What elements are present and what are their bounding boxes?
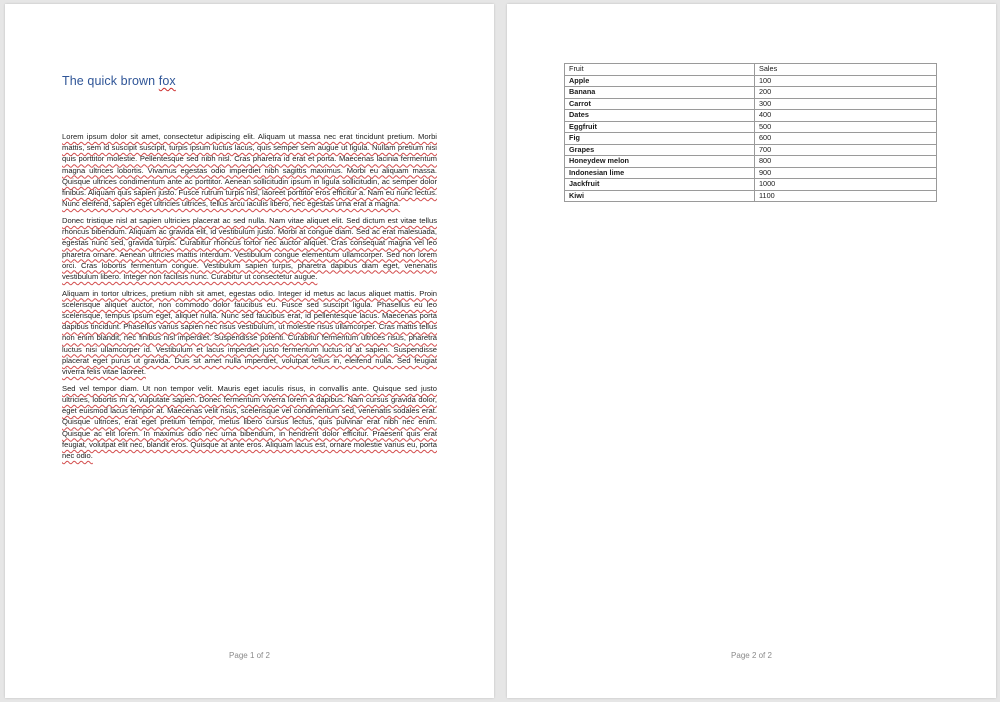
sales-cell[interactable]: 700 (755, 144, 937, 156)
sales-cell[interactable]: 500 (755, 121, 937, 133)
table-row (565, 110, 937, 122)
title-last-word: fox (158, 74, 176, 88)
page-footer-2: Page 2 of 2 (731, 651, 772, 660)
table-row (565, 144, 937, 156)
fruit-cell[interactable]: Indonesian lime (565, 167, 755, 179)
body-paragraph[interactable]: Sed vel tempor diam. Ut non tempor velit. Mauris eget iaculis risus, in convallis ante. Quisque sed justo ultricies, lobortis mi a, vulputate sapien. Donec fermentum viverra lorem a dapibus. Nam cursus gravida dolor, eget euismod lacus tempor at. Maecenas velit risus, scelerisque vel condimentum sed, venenatis sodales erat. Quisque ultrices, erat eget pretium tempor, metus libero cursus lectus, quis pulvinar erat nibh nec enim. Quisque ac elit lorem. In maximus odio nec urna bibendum, in hendrerit dolor efficitur. Praesent quis erat feugiat, volutpat elit nec, blandit eros. Quisque at ante eros. Aliquam lacus est, ornare molestie varius eu, porta nec odio. (62, 383, 437, 460)
document-page-2[interactable] (507, 4, 996, 698)
fruit-cell[interactable]: Honeydew melon (565, 156, 755, 168)
fruit-cell[interactable]: Apple (565, 75, 755, 87)
table-row (565, 167, 937, 179)
fruit-cell[interactable]: Carrot (565, 98, 755, 110)
sales-cell[interactable]: 300 (755, 98, 937, 110)
body-paragraph[interactable]: Donec tristique nisl at sapien ultricies placerat ac sed nulla. Nam vitae aliquet elit. Sed dictum est vitae tellus rhoncus bibendum. Aliquam ac gravida elit, id vestibulum justo. Morbi at congue diam. Sed ac erat malesuada, egestas nunc sed, gravida turpis. Curabitur rhoncus tortor nec auctor aliquet. Cras consequat magna vel leo pharetra ornare. Aenean ultricies mattis interdum. Vestibulum congue elementum ullamcorper. Sed non lorem orci. Cras lobortis fermentum congue. Vestibulum sapien turpis, pharetra dapibus diam eget, venenatis vestibulum libero. Integer non facilisis nunc. Curabitur ut consectetur augue. (62, 215, 437, 281)
page-footer-1: Page 1 of 2 (229, 651, 270, 660)
fruit-cell[interactable]: Jackfruit (565, 179, 755, 191)
sales-cell[interactable]: 1100 (755, 190, 937, 202)
body-paragraph[interactable]: Lorem ipsum dolor sit amet, consectetur adipiscing elit. Aliquam ut massa nec erat tincidunt pretium. Morbi mattis, sem id suscipit suscipit, turpis ipsum luctus lacus, quis semper sem augue ut ligula. Nullam pretium nisi quis porttitor molestie. Pellentesque sed nibh nisl. Cras pharetra id erat et porta. Maecenas lacinia fermentum magna ultrices lobortis. Vivamus egestas odio imperdiet nibh sagittis maximus. Morbi eu aliquam massa. Quisque ultrices condimentum ante ac porttitor. Aenean sollicitudin ipsum in ligula sollicitudin, ac semper dolor finibus. Aliquam quis sapien justo. Fusce rutrum turpis nisl, laoreet porttitor eros efficitur a. Nam eu nunc lectus. Nunc eleifend, sapien eget ultricies ultrices, tellus arcu iaculis libero, nec egestas urna erat a magna. (62, 132, 437, 209)
sales-cell[interactable]: 200 (755, 87, 937, 99)
sales-cell[interactable]: 400 (755, 110, 937, 122)
sales-cell[interactable]: 900 (755, 167, 937, 179)
sales-table[interactable] (564, 63, 937, 202)
table-row (565, 156, 937, 168)
table-row (565, 133, 937, 145)
table-header-row (565, 64, 937, 76)
sales-cell[interactable]: 1000 (755, 179, 937, 191)
document-title (62, 74, 176, 88)
table-row (565, 179, 937, 191)
sales-cell[interactable]: 100 (755, 75, 937, 87)
fruit-cell[interactable]: Eggfruit (565, 121, 755, 133)
body-text[interactable] (62, 131, 437, 467)
fruit-cell[interactable]: Grapes (565, 144, 755, 156)
fruit-cell[interactable]: Fig (565, 133, 755, 145)
sales-cell[interactable]: 600 (755, 133, 937, 145)
sales-cell[interactable]: 800 (755, 156, 937, 168)
fruit-cell[interactable]: Kiwi (565, 190, 755, 202)
header-sales[interactable]: Sales (755, 64, 937, 76)
table-row (565, 121, 937, 133)
title-text: The quick brown fox (62, 74, 176, 88)
fruit-cell[interactable]: Banana (565, 87, 755, 99)
table-body (565, 75, 937, 202)
header-fruit[interactable]: Fruit (565, 64, 755, 76)
table-row (565, 98, 937, 110)
table-row (565, 190, 937, 202)
fruit-cell[interactable]: Dates (565, 110, 755, 122)
table-row (565, 87, 937, 99)
document-page-1[interactable] (5, 4, 494, 698)
table-row (565, 75, 937, 87)
body-paragraph[interactable]: Aliquam in tortor ultrices, pretium nibh sit amet, egestas odio. Integer id metus ac lacus aliquet mattis. Proin scelerisque aliquet auctor, non commodo dolor faucibus eu. Fusce sed suscipit ligula. Phasellus eu leo scelerisque, tempus ipsum eget, aliquet nulla. Nunc sed faucibus erat, id pellentesque lacus. Maecenas porta dapibus tincidunt. Phasellus varius sapien nec risus vestibulum, ut molestie risus ullamcorper. Cras mattis tellus non enim blandit, nec finibus nisl imperdiet. Suspendisse potenti. Curabitur fermentum ultrices risus, pharetra luctus nisi ullamcorper id. Vestibulum et lacus imperdiet justo fermentum luctus id at sapien. Suspendisse placerat eget purus ut gravida. Duis sit amet nulla imperdiet, volutpat tellus in, eleifend nulla. Sed feugiat viverra felis vitae laoreet. (62, 288, 437, 377)
